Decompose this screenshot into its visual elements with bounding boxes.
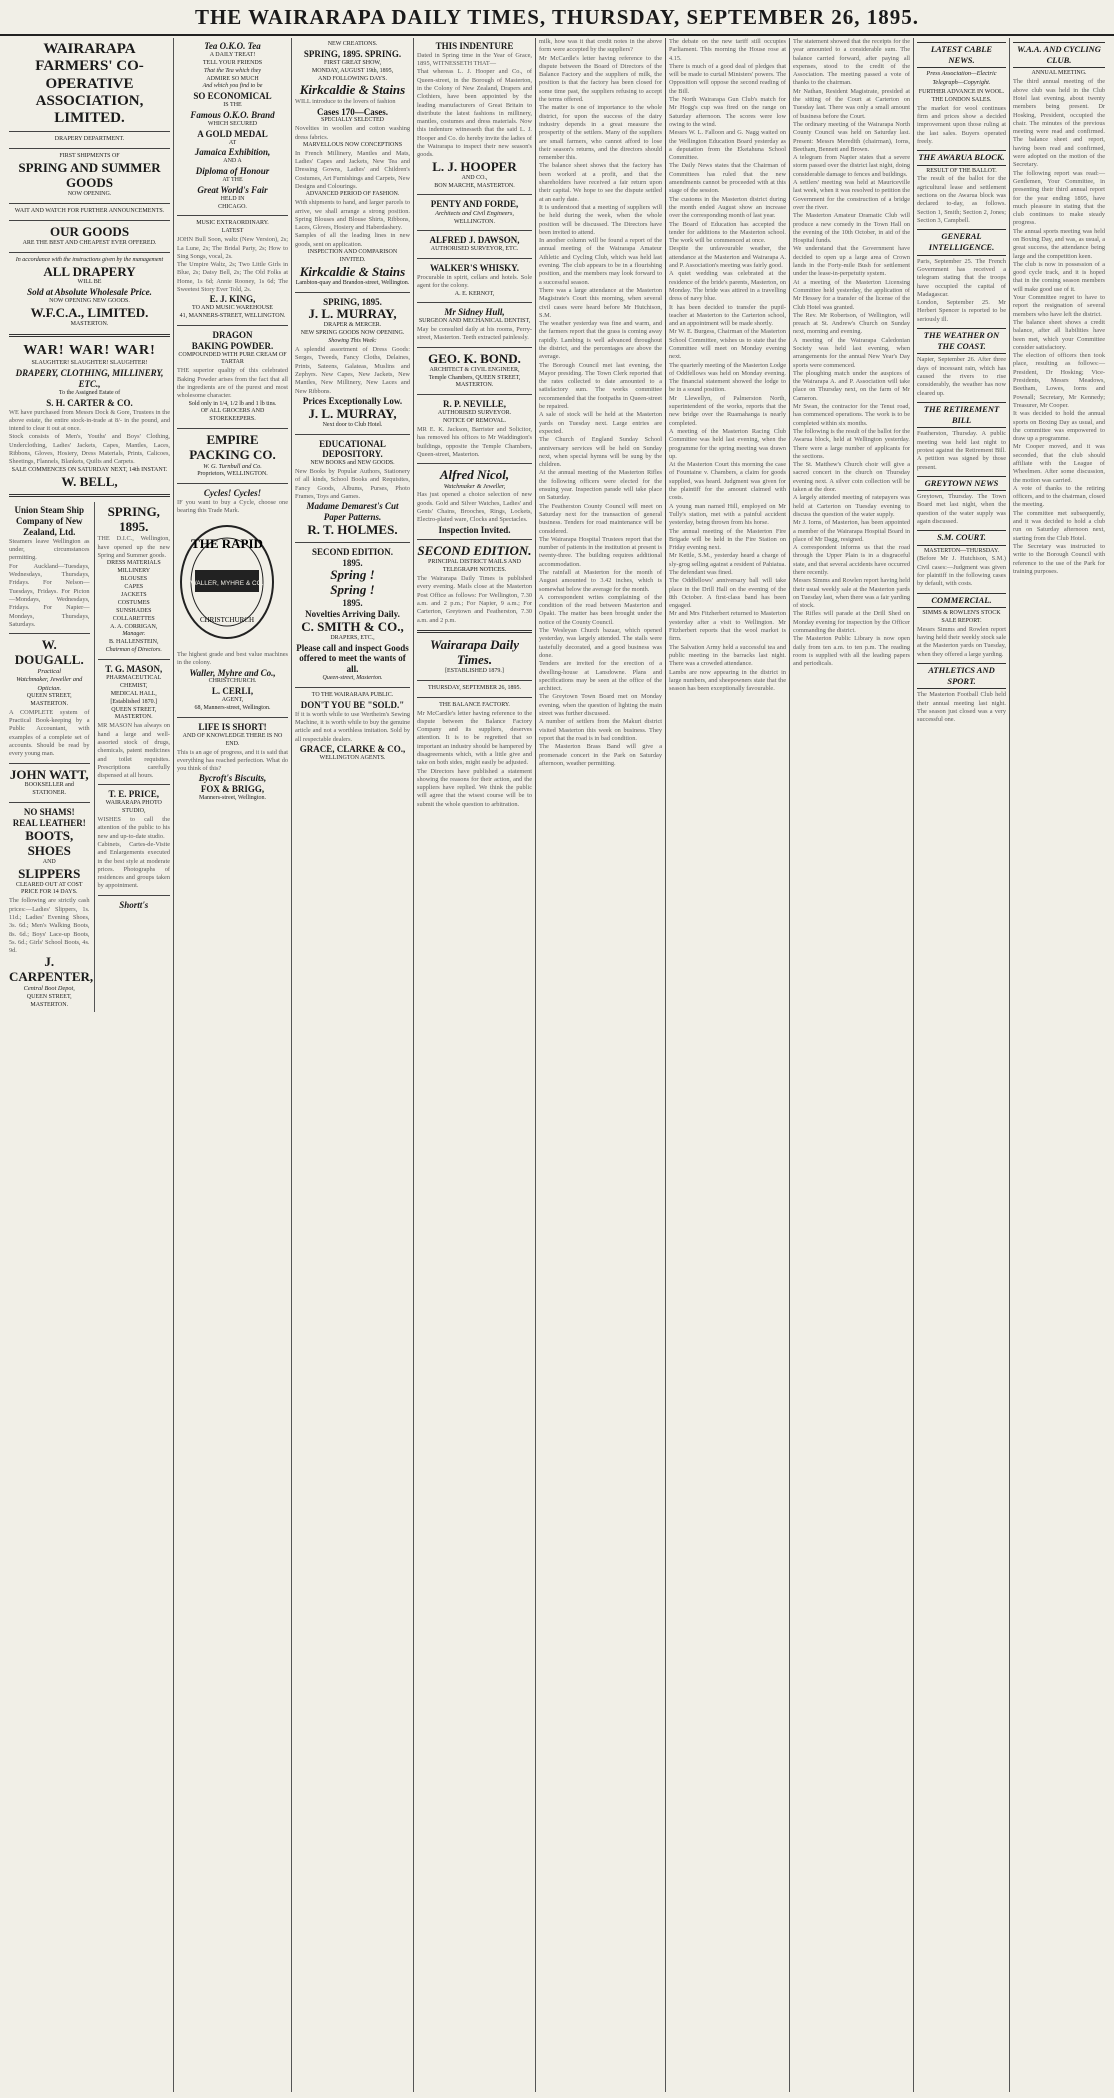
retirement-heading: THE RETIREMENT BILL <box>917 402 1006 428</box>
columns <box>6 38 1108 2092</box>
farmers-wait: WAIT AND WATCH FOR FURTHER ANNOUNCEMENTS. <box>14 207 165 214</box>
club-filler: The third annual meeting of the above club was held in the Club Hotel last evening, about twenty members being present. Dr Hosking, President, occupied the chair. The minutes of the previous meeting were read and confirmed. The balance sheet and report, having been read and confirmed, were adopted on the motion of the Secretary. <box>1013 78 1105 169</box>
weather-heading: THE WEATHER ON THE COAST. <box>917 328 1006 354</box>
times-notice: SECOND EDITION. PRINCIPAL DISTRICT MAILS AND TELEGRAPH NOTICES. The Wairarapa Daily Times is published every evening. Mails close at the Masterton Post Office as follows: For Wellington, 7.30 a.m. and 2 p.m.; For Napier, 9 a.m.; For Carterton, Greytown and Featherston, 7.30 a.m. and 2 p.m. <box>417 543 532 624</box>
dragon-all: OF ALL GROCERS AND STOREKEEPERS. <box>200 408 265 423</box>
kirk-monday: MONDAY, AUGUST 19th, 1895, <box>311 67 394 74</box>
dont-title: DON'T YOU BE "SOLD." <box>300 699 405 710</box>
bond-advert <box>417 352 532 391</box>
kirk-advert: NEW CREATIONS. SPRING, 1895. SPRING. FIRST GREAT SHOW, MONDAY, AUGUST 19th, 1895, AND FOLLOWING DAYS. Kirkcaldie & Stains WILL introduce to the lovers of fashion Cases 170—Cases. SPECIALLY SELECTED Novelties in woollen and cotton washing dress fabrics. MARVELLOUS NOW CONCEPTIONS In French Millinery, Mantles and Mats, Ladies' Capes and Jackets, New Tea and Dressing Gowns, Ladies' and Children's Costumes, Art Furnishings and Carpets, New Designs and Colourings. ADVANCED PERIOD OF FASHION. With shipments to hand, and larger parcels to arrive, we shall arrange a strong position. Spring Blouses and Blouse Shirts, Ribbons, Laces, Gloves, Hosiery and Haberdashery. Samples of all the leading lines in new goods, sent on application. INSPECTION AND COMPARISON INVITED. Kirkcaldie & Stains Lambton-quay and Brandon-street, Wellington. <box>295 41 410 286</box>
boots-queen: QUEEN STREET, MASTERTON. <box>26 993 72 1008</box>
hooper-bon: BON MARCHE, MASTERTON. <box>434 182 515 189</box>
hill-name: Mr Sidney Hull, <box>444 307 505 318</box>
leader-header: Wairarapa Daily Times. [ESTABLISHED 1879.] THURSDAY, SEPTEMBER 26, 1895. THE BALANCE FACTORY. Mr McCardle's letter having reference to the dispute between the Balance Factory Company and its suppliers, deserves attention. It is to be regretted that so important an industry should be hampered by disagreements which, with a little give and take on both sides, might easily be adjusted. The Directors have published a statement showing the reasons for their action, and the suppliers have replied. We think the public will agree that the wisest course will be to submit the whole question to arbitration. <box>417 636 532 808</box>
smith-second: SECOND EDITION. <box>311 546 394 557</box>
smith-name: C. SMITH & CO., <box>301 618 404 634</box>
mason-advert: T. G. MASON, PHARMACEUTICAL CHEMIST, MEDICAL HALL, [Established 1870.] QUEEN STREET, MASTERTON. MR MASON has always on hand a large and well-assorted stock of drugs, chemicals, patent medicines and toilet requisites. Prescriptions carefully dispensed at all hours. <box>97 664 170 780</box>
farmers-spring: SPRING AND SUMMER GOODS <box>18 160 161 190</box>
cable-sub: Press Association—Electric Telegraph—Copyright. <box>926 70 997 86</box>
neville-advert: R. P. NEVILLE, AUTHORISED SURVEYOR. NOTICE OF REMOVAL. MR E. K. Jackson, Barrister and Solicitor, has removed his offices to Mr Waddington's buildings, opposite the Temple Chambers, Queen-street, Masterton. <box>417 399 532 458</box>
dragon-baking: BAKING POWDER. <box>191 340 274 351</box>
music-list: JOHN Bull Soon, waltz (New Version), 2s; La Lune, 2s; The Bridal Party, 2s; How to Sing Songs, vocal, 2s. <box>177 236 288 260</box>
kirk-marvellous: MARVELLOUS NOW CONCEPTIONS <box>302 141 403 148</box>
walker-kernot: A. E. KERNOT, <box>454 290 495 297</box>
penty-advert <box>417 199 532 226</box>
spring-dic-title: SPRING, 1895. <box>107 504 160 535</box>
mason-trade: PHARMACEUTICAL CHEMIST, <box>106 674 162 689</box>
commercial-heading: COMMERCIAL. <box>917 593 1006 608</box>
music-title: MUSIC EXTRAORDINARY. <box>196 220 269 227</box>
boots-slippers: SLIPPERS <box>18 865 81 881</box>
educational-title: EDUCATIONAL DEPOSITORY. <box>319 438 386 460</box>
farmers-our-goods: OUR GOODS <box>49 223 130 239</box>
rapid-logo-text: THE RAPID <box>191 535 263 551</box>
dougall-street: QUEEN STREET, MASTERTON. <box>26 692 72 707</box>
indenture-body: Dated in Spring time in the Year of Grace, 1895, WITNESSETH THAT— <box>417 51 532 68</box>
leader-date: THURSDAY, SEPTEMBER 26, 1895. <box>427 684 522 691</box>
awarua-heading: THE AWARUA BLOCK. <box>917 150 1006 165</box>
cable-filler: The market for wool continues firm and prices show a decided improvement upon those ruling at the last sales. Buyers operated freely. <box>917 104 1006 146</box>
murray-showing: Showing This Week: <box>328 338 377 345</box>
dougall-practical: Practical <box>37 668 61 676</box>
column-6: The debate on the new tariff still occupies Parliament. This morning the House rose at 4.15. There is much of a good deal of pledges that will be made to curtail Ministers' powers. The Opposition will oppose the second reading of the Bill. The North Wairarapa Gun Club's match for Mr Hogg's cup was fired on the range on Saturday afternoon. The scores were low owing to the wind. Messrs W. L. Falloon and G. Nagg waited on the Wellington Education Board yesterday as a deputation from the Eketahuna School Committee. The Daily News states that the Chairman of Committees has ruled that the new amendments cannot be proceeded with at this stage of the session. The customs in the Masterton district during the month ended August show an increase over the corresponding month of last year. The Board of Education has accepted the tender for additions to the Masterton school. The work will be commenced at once. Despite the unfavourable weather, the attendance at the Masterton and Wairarapa A. and P. Association's meeting was fairly good. A quiet wedding was celebrated at the residence of the bride's parents, Masterton, on Monday. The bride was attired in a travelling dress of navy blue. It has been decided to transfer the pupil-teacher at Masterton to the Carterton school, and an appointment will be made shortly. Mr W. E. Burgess, Chairman of the Masterton School Committee, wishes us to state that the Committee will meet on Monday evening next. The quarterly meeting of the Masterton Lodge of Oddfellows was held on Monday evening. The financial statement showed the lodge to be in a sound position. Mr Llewellyn, of Palmerston North, superintendent of the works, reports that the new bridge over the Ruamahanga is nearly completed. A meeting of the Masterton Racing Club Committee was held last evening, when the programme for the spring meeting was drawn up. At the Masterton Court this morning the case of Fountaine v. Chambers, a claim for goods supplied, was heard. Judgment was given for the plaintiff for the amount claimed with costs. A young man named Hill, employed on Mr Tully's station, met with a painful accident yesterday, being thrown from his horse. The annual meeting of the Masterton Fire Brigade will be held in the Fire Station on Friday evening next. Mr Kettle, S.M., yesterday heard a charge of sly-grog selling against a resident of Pahiatua. The defendant was fined. The Oddfellows' anniversary ball will take place in the Drill Hall on the evening of the 8th October. A first-class band has been engaged. Mr and Mrs Fitzherbert returned to Masterton yesterday after a visit to Wellington. Mr Fitzherbert reports that the wool market is firm. The Salvation Army held a successful tea and public meeting in the barracks last night. There was a crowded attendance. Lambs are now appearing in the district in large numbers, and sheepowners state that the season has been exceptionally favourable. <box>666 38 790 2092</box>
boots-depot: Central Boot Depot, <box>23 985 75 993</box>
boots-carpenter: J. CARPENTER, <box>9 954 94 985</box>
educational-newbooks: NEW BOOKS and NEW GOODS. <box>310 460 395 467</box>
column-2 <box>174 38 292 2092</box>
spring-item-0: DRESS MATERIALS <box>106 560 161 567</box>
union-advert <box>9 505 90 629</box>
boots-advert: NO SHAMS! REAL LEATHER! BOOTS, SHOES AND SLIPPERS CLEARED OUT AT COST PRICE FOR 14 DAYS. The following are strictly cash prices:—Ladies' Slippers, 1s. 11d.; Ladies' Evening Shoes, 3s. 6d.; Men's Walking Boots, 8s. 6d.; Boys' Lace-up Boots, 5s. 6d.; Girls' School Boots, 4s. 9d. J. CARPENTER, Central Boot Depot, QUEEN STREET, MASTERTON. <box>9 807 94 1008</box>
general-heading: GENERAL INTELLIGENCE. <box>917 229 1006 255</box>
rapid-trade-mark-icon <box>177 522 277 642</box>
empire-packing: PACKING CO. <box>189 447 276 463</box>
walker-title: WALKER'S WHISKY. <box>429 263 520 274</box>
watt-advert <box>9 768 90 799</box>
smith-drapers: DRAPERS, ETC., <box>330 634 375 641</box>
union-title: Union Steam Ship Company of New Zealand, Ltd. <box>14 505 85 538</box>
war-heading: WAR! WAR! WAR! <box>23 342 156 358</box>
farmers-now-open: NOW OPENING NEW GOODS. <box>49 298 130 305</box>
column-9: W.A.A. AND CYCLING CLUB. ANNUAL MEETING. The third annual meeting of the above club was held in the Club Hotel last evening, about twenty members being present. Dr Hosking, President, occupied the chair. The minutes of the previous meeting were read and confirmed. The balance sheet and report, having been read and confirmed, were adopted on the motion of the Secretary. The following report was read:— Gentlemen, Your Committee, in presenting their third annual report for the year ending 1895, have much pleasure in stating that the club continues to make steady progress. The annual sports meeting was held on Boxing Day, and was, as usual, a great success, the attendance being large and the competition keen. The club is now in possession of a good cycle track, and it is hoped that in the coming season members will make good use of it. Your Committee regret to have to report the resignation of several members who have left the district. The balance sheet shows a credit balance, after all liabilities have been met, which your Committee consider satisfactory. The election of officers then took place, resulting as follows:—President, Dr Hosking; Vice-Presidents, Messrs Meadows, Beetham, Lowes, Iorns and Pownall; Secretary, Mr Kennedy; Treasurer, Mr Cooper. It was decided to hold the annual sports on Boxing Day as usual, and the committee was empowered to draw up a programme. Mr Cooper moved, and it was seconded, that the club should affiliate with the League of Wheelmen. After some discussion, the motion was carried. A vote of thanks to the retiring officers, and to the chairman, closed the meeting. The committee met subsequently, and it was decided to hold a club run on Saturday afternoon next, starting from the Club Hotel. The Secretary was instructed to write to the Borough Council with reference to the use of the Park for training purposes. <box>1013 44 1105 575</box>
farmers-first: FIRST SHIPMENTS OF <box>59 153 120 160</box>
sm-heading: S.M. COURT. <box>917 530 1006 545</box>
waller-logo-text: WALLER, MYHRE & CO. <box>190 579 264 587</box>
farmers-accordance: In accordance with the instructions given by the management <box>15 256 164 263</box>
war-advert <box>9 342 170 490</box>
war-to: To the Assigned Estate of <box>58 389 121 396</box>
spring-item-1: MILLINERY <box>117 568 151 575</box>
cycles-manners: 68, Manners-street, Wellington. <box>194 705 271 712</box>
smith-spring2: Spring ! <box>330 582 375 598</box>
cycles-advert <box>177 488 288 713</box>
leader-estab: [ESTABLISHED 1879.] <box>445 667 504 674</box>
cable-wool: FURTHER ADVANCE IN WOOL. <box>918 89 1005 96</box>
tea-that: That the Tea which they <box>203 67 262 74</box>
cycles-highest: The highest grade and best value machines in the colony. <box>177 651 288 667</box>
price-body: WISHES to call the attention of the public to his new and up-to-date studio. <box>97 816 170 840</box>
indenture-title: THIS INDENTURE <box>435 41 514 51</box>
dont-advert: TO THE WAIRARAPA PUBLIC. DON'T YOU BE "SOLD." If it is worth while to use Wertheim's Sewing Machine, it is worth while to buy the genuine article and not a worthless imitation. Sold by all respectable dealers. GRACE, CLARKE & CO., WELLINGTON AGENTS. <box>295 691 410 761</box>
smith-advert <box>295 547 410 683</box>
war-bell: W. BELL, <box>61 473 118 489</box>
tea-chicago: CHICAGO. <box>218 203 247 210</box>
column-8: LATEST CABLE NEWS. Press Association—Electric Telegraph—Copyright. FURTHER ADVANCE IN WOOL. THE LONDON SALES. The market for wool continues firm and prices show a decided improvement upon those ruling at the last sales. Buyers operated freely. THE AWARUA BLOCK. RESULT OF THE BALLOT. The result of the ballot for the agricultural lease and settlement sections on the Awarua block was declared to-day, as follows. Section 1, Smith; Section 2, Jones; Section 3, Campbell. GENERAL INTELLIGENCE. Paris, September 25. The French Government has received a telegram stating that the troops have occupied the capital of Madagascar. London, September 25. Mr Herbert Spencer is reported to be seriously ill. THE WEATHER ON THE COAST. Napier, September 26. After three days of incessant rain, which has caused the rivers to rise considerably, the weather has now cleared up. THE RETIREMENT BILL Featherston, Thursday. A public meeting was held last night to protest against the Retirement Bill. A petition was signed by those present. GREYTOWN NEWS Greytown, Thursday. The Town Board met last night, when the question of the water supply was again discussed. S.M. COURT. MASTERTON—THURSDAY. (Before Mr J. Hutchison, S.M.) Civil cases:—Judgment was given for plaintiff in the following cases by default, with costs. COMMERCIAL. SIMMS & ROWLEN'S STOCK SALE REPORT. Messrs Simms and Rowlen report having held their weekly stock sale at the Masterton yards on Tuesday, when they offered a large yarding. ATHLETICS AND SPORT. The Masterton Football Club held their annual meeting last night. The season just closed was a very successful one. <box>914 38 1010 2092</box>
tea-jamaica: Jamaica Exhibition, <box>194 147 271 158</box>
bond-temple: Temple Chambers, QUEEN STREET, MASTERTON. <box>428 374 521 389</box>
tea-daily: A DAILY TREAT! <box>209 51 256 58</box>
masthead-title: THE WAIRARAPA DAILY TIMES, THURSDAY, SEPTEMBER 26, 1895. <box>0 0 1114 36</box>
kirk-follow: AND FOLLOWING DAYS. <box>318 75 387 82</box>
music-advert: MUSIC EXTRAORDINARY. LATEST JOHN Bull Soon, waltz (New Version), 2s; La Lune, 2s; The Bridal Party, 2s; How to Sing Songs, vocal, 2s. The Umpire Waltz, 2s; Two Little Girls in Blue, 2s; Daisy Bell, 2s; The Old Folks at Home, 1s 6d; Annie Rooney, 1s 6d; The Sweetest Story Ever Told, 2s. E. J. KING, TO AND MUSIC WAREHOUSE 41, MANNERS-STREET, WELLINGTON. <box>177 220 288 320</box>
boots-and: AND <box>42 858 56 865</box>
murray-name-2: J. L. MURRAY, <box>308 405 397 421</box>
kirk-new: NEW CREATIONS. <box>327 41 378 47</box>
column-3 <box>292 38 414 2092</box>
spring-item-6: SUNSHADES <box>116 607 152 614</box>
price-advert: T. E. PRICE, WAIRARAPA PHOTO STUDIO, WISHES to call the attention of the public to his new and up-to-date studio. Cabinets, Cartes-de-Visite and Enlargements executed in the best style at moderate prices. Photographs of residences and groups taken by appointment. <box>97 789 170 890</box>
tea-title: Tea O.K.O. Tea <box>204 41 261 51</box>
murray-club: Next door to Club Hotel. <box>322 421 383 428</box>
murray-name: J. L. MURRAY, <box>308 306 397 322</box>
empire-advert <box>177 433 288 479</box>
tea-is: IS THE <box>223 102 242 109</box>
life-title: LIFE IS SHORT! <box>198 721 267 732</box>
neville-name: R. P. NEVILLE, <box>443 399 506 410</box>
kirk-novelties: Novelties in woollen and cotton washing dress fabrics. <box>295 125 410 141</box>
smith-year2: 1895. <box>342 598 363 609</box>
kirk-name-2: Kirkcaldie & Stains <box>299 263 406 279</box>
spring-ballenstien: B. HALLENSTEIN, <box>109 639 159 646</box>
club-heading: W.A.A. AND CYCLING CLUB. <box>1013 42 1105 68</box>
tea-held: HELD IN <box>220 195 245 202</box>
union-filler: For Auckland—Tuesdays, Wednesdays, Thursdays, Fridays. For Nelson—Tuesdays, Fridays. For Picton—Mondays, Wednesdays, Fridays. For Napier—Mondays, Thursdays, Saturdays. <box>9 562 90 628</box>
leader-dtimes: Wairarapa Daily Times. <box>430 636 519 667</box>
hill-dentist: SURGEON AND MECHANICAL DENTIST, <box>418 318 531 325</box>
cycles-cerli: L. CERLI, <box>211 686 254 697</box>
spring-item-2: BLOUSES <box>120 576 148 583</box>
music-importer: TO AND MUSIC WAREHOUSE <box>192 305 273 312</box>
dragon-sold: Sold only in 1/4, 1/2 lb and 1 lb tins. <box>188 400 277 407</box>
club-annual: ANNUAL MEETING. <box>1031 70 1087 77</box>
empire-turnbull: W. G. Turnbull and Co. <box>203 463 262 471</box>
boots-leather: REAL LEATHER! <box>12 818 86 829</box>
war-body-extra: Stock consists of Men's, Youths' and Boys' Clothing, Underclothing, Ladies' Jackets, Capes, Mantles, Laces, Ribbons, Gloves, Hosiery, Dress Materials, Prints, Calicoes, Sheetings, Flannels, Blankets, Quilts and Carpets. <box>9 433 170 466</box>
sims-report: SIMMS & ROWLEN'S STOCK SALE REPORT. <box>922 609 1001 624</box>
mason-est: [Established 1870.] <box>110 698 158 705</box>
price-studio: WAIRARAPA PHOTO STUDIO, <box>105 800 162 815</box>
tea-tell: TELL YOUR FRIENDS <box>202 59 263 66</box>
column-7: The statement showed that the receipts for the year amounted to a considerable sum. The balance carried forward, after paying all expenses, stood to the credit of the Association. The meeting passed a vote of thanks to the chairman. Mr Nathan, Resident Magistrate, presided at the sitting of the Court at Carterton on Tuesday last. There was only a small amount of business before the Court. The ordinary meeting of the Wairarapa North County Council was held on Saturday last. Present: Messrs Meredith (chairman), Iorns, Beetham, Bennett and Brown. A telegram from Napier states that a severe storm passed over the district last night, doing considerable damage to fences and buildings. A settlers' meeting was held at Mauriceville last week, when it was resolved to petition the Government for the construction of a bridge over the river. The Masterton Amateur Dramatic Club will produce a new comedy in the Town Hall on the evening of the 10th October, in aid of the Hospital funds. We understand that the Government have decided to open up a large area of Crown lands in the Forty-mile Bush for settlement under the lease-in-perpetuity system. At a meeting of the Masterton Licensing Committee held yesterday, the application of Mr Hessey for a transfer of the license of the Club Hotel was granted. The Rev. Mr Robertson, of Wellington, will preach at St. Andrew's Church on Sunday next, morning and evening. A meeting of the Wairarapa Caledonian Society was held last evening, when arrangements for the annual New Year's Day sports were commenced. The ploughing match under the auspices of the Wairarapa A. and P. Association will take place on Thursday next, on the farm of Mr Cameron. Mr Swan, the contractor for the Tenui road, has commenced operations. The work is to be completed within six months. The following is the result of the ballot for the Awarua block, held at Wellington yesterday. There were a large number of applicants for the sections. The St. Matthew's Church choir will give a sacred concert in the church on Thursday evening next. A silver coin collection will be taken at the door. A largely attended meeting of ratepayers was held at Carterton on Tuesday evening to discuss the question of the water supply. Mr J. Iorns, of Masterton, has been appointed a member of the Wairarapa Hospital Board in place of Mr Dagg, resigned. A correspondent informs us that the road through the Upper Plain is in a disgraceful state, and that several accidents have occurred there recently. Messrs Simms and Rowlen report having held their usual weekly sale at the Masterton yards on Tuesday last, when there was a fair yarding of stock. The Rifles will parade at the Drill Shed on Monday evening for inspection by the Officer commanding the district. The Masterton Public Library is now open daily from ten a.m. to ten p.m. The reading room is supplied with all the leading papers and periodicals. <box>790 38 914 2092</box>
dawson-surveyor: AUTHORISED SURVEYOR, ETC. <box>430 246 519 253</box>
tea-at: AT <box>228 139 237 146</box>
watt-name: JOHN WATT, <box>9 766 89 782</box>
music-address: 41, MANNERS-STREET, WELLINGTON. <box>179 313 286 320</box>
smith-call: Please call and inspect Goods offered to meet the wants of all. <box>296 642 409 675</box>
empire-proprietors: Proprietors, WELLINGTON. <box>197 471 268 478</box>
dragon-compounded: COMPOUNDED WITH PURE CREAM OF TARTAR <box>178 351 287 366</box>
spring-item-5: COSTUMES <box>117 599 150 606</box>
cable-heading: LATEST CABLE NEWS. <box>917 42 1006 68</box>
tea-which: WHICH SECURED <box>207 120 258 127</box>
spring-item-3: CAPES <box>124 583 144 590</box>
mason-street: QUEEN STREET, MASTERTON. <box>111 706 157 721</box>
empire-title: EMPIRE <box>206 432 259 448</box>
column-4 <box>414 38 536 2092</box>
bond-arch: ARCHITECT & CIVIL ENGINEER, <box>429 366 520 373</box>
nicol-name: Alfred Nicol, <box>439 467 510 483</box>
farmers-advert <box>9 41 170 329</box>
kirk-will: WILL introduce to the lovers of fashion <box>295 98 396 106</box>
spring-item-4: JACKETS <box>120 591 147 598</box>
union-body: Steamers leave Wellington as under, circumstances permitting. <box>9 537 90 562</box>
spring-corrigan: A. A. CORRIGAN, <box>110 623 158 630</box>
tea-advert <box>177 41 288 211</box>
life-advert: LIFE IS SHORT! AND OF KNOWLEDGE THERE IS NO END. This is an age of progress, and it is said that everything has reached perfection. What do you think of this? Bycroft's Biscuits, FOX & BRIGG, Manners-street, Wellington. <box>177 721 288 802</box>
column7-lead: The statement showed that the receipts for the year amounted to a considerable sum. The balance carried forward, after paying all expenses, stood to the credit of the Association. The meeting passed a vote of thanks to the chairman. <box>793 38 910 87</box>
greytown-heading: GREYTOWN NEWS <box>917 476 1006 491</box>
nicol-trade: Watchmaker & Jeweller, <box>443 483 506 491</box>
dragon-superior: THE superior quality of this celebrated Baking Powder arises from the fact that all the ingredients are of the purest and most wholesome character. <box>177 367 288 400</box>
dragon-title: DRAGON <box>212 329 253 340</box>
spring-dic-body: THE D.I.C., Wellington, have opened up the new Spring and Summer goods. <box>97 535 170 559</box>
spring-chairman: Chairman of Directors. <box>105 647 162 654</box>
farmers-best: ARE THE BEST AND CHEAPEST EVER OFFERED. <box>22 239 157 246</box>
spring-dic-advert <box>98 505 171 655</box>
tea-gold: A GOLD MEDAL <box>197 128 268 139</box>
indenture-advert: THIS INDENTURE Dated in Spring time in the Year of Grace, 1895, WITNESSETH THAT— That whereas L. J. Hooper and Co., of Queen-street, in the Borough of Masterton, in the Colony of New Zealand, Drapers and Clothiers, have been appointed by the leading manufacturers of Great Britain to distribute the latest fashions in millinery, mantles, costumes and dress materials. Now this indenture witnesseth that the said L. J. Hooper and Co. do hereby invite the ladies of the Wairarapa to inspect their new season's goods. L. J. HOOPER AND CO., BON MARCHE, MASTERTON. <box>417 41 532 189</box>
cycles-title: Cycles! Cycles! <box>203 488 262 499</box>
life-and: AND OF KNOWLEDGE THERE IS NO END. <box>182 732 283 747</box>
spring-item-7: COLLARETTES <box>112 615 155 622</box>
dragon-advert <box>177 330 288 424</box>
tea-great: Great World's Fair <box>197 184 268 195</box>
athletics-heading: ATHLETICS AND SPORT. <box>917 663 1006 689</box>
hill-advert: Mr Sidney Hull, SURGEON AND MECHANICAL DENTIST, May be consulted daily at his rooms, Perry-street, Masterton. Teeth extracted painlessly. <box>417 307 532 342</box>
murray-draper: DRAPER & MERCER. <box>323 322 382 329</box>
price-name: T. E. PRICE, <box>108 789 160 800</box>
farmers-title: WAIRARAPA FARMERS' CO-OPERATIVE ASSOCIATION, LIMITED. <box>35 41 144 126</box>
penty-arch: Architects and Civil Engineers, <box>435 210 514 218</box>
times-telegrams: PRINCIPAL DISTRICT MAILS AND TELEGRAPH NOTICES. <box>428 559 521 574</box>
boots-nosham: NO SHAMS! <box>23 807 75 818</box>
kirk-cases: Cases 170—Cases. <box>317 106 388 117</box>
farmers-masterton: MASTERTON. <box>70 320 109 327</box>
war-drapery: DRAPERY, CLOTHING, MILLINERY, ETC., <box>15 368 164 390</box>
farmers-dept: DRAPERY DEPARTMENT. <box>54 136 125 143</box>
dougall-watchmaker: Watchmaker, Jeweller and Optician. <box>16 676 83 692</box>
educational-advert: EDUCATIONAL DEPOSITORY. NEW BOOKS and NEW GOODS. New Books by Popular Authors, Stationery of all kinds, School Books and Requisites, Fancy Goods, Albums, Purses, Photo Frames, Toys and Games. Madame Demarest's Cut Paper Patterns. R. T. HOLMES. <box>295 438 410 537</box>
mason-name: T. G. MASON, <box>105 664 163 675</box>
christchurch-logo-text: CHRISTCHURCH <box>199 615 255 624</box>
cycles-want: IF you want to buy a Cycle, choose one bearing this Trade Mark. <box>177 499 288 515</box>
penty-name: PENTY AND FORDE, <box>430 199 519 210</box>
dont-grace: GRACE, CLARKE & CO., <box>299 743 406 754</box>
column-5: milk, how was it that credit notes in the above form were accepted by the suppliers? Mr McCardle's letter having reference to the dispute between the Board of Directors of the Balance Factory and the suppliers of milk, the position is that the factory has been closed for some time past, the suppliers refusing to accept the terms offered. The matter is one of importance to the whole district, for upon the success of the dairy industry depends in a great measure the prosperity of the settlers. Many of the suppliers are small farmers, who cannot afford to lose their season's returns, and the directors should remember this. The balance sheet shows that the factory has been worked at a profit, and that the shareholders have received a fair return upon their capital. We hope to see the dispute settled at an early date. It is understood that a meeting of suppliers will be held during the week, when the whole position will be discussed. The Directors have been invited to attend. In another column will be found a report of the annual meeting of the Wairarapa Amateur Athletic and Cycling Club, which was held last evening. The club appears to be in a flourishing position, and the members may look forward to a successful season. There was a large attendance at the Masterton Magistrate's Court this morning, when several civil cases were heard before Mr Hutchison, S.M. The weather yesterday was fine and warm, and the farmers report that the grass is coming away rapidly. Lambing is well advanced throughout the district, and the percentages are above the average. The Borough Council met last evening, the Mayor presiding. The Town Clerk reported that the rates collected to date amounted to a satisfactory sum. The works committee recommended that the footpaths in Queen-street be repaired. A sale of stock will be held at the Masterton yards on Tuesday next. Large entries are expected. The Church of England Sunday School anniversary services will be held on Sunday next, when special hymns will be sung by the children. At the annual meeting of the Masterton Rifles the following officers were elected for the ensuing year. Inspection parade will take place on Saturday. The Featherston County Council will meet on Saturday next for the transaction of general business. Tenders for road maintenance will be considered. The Wairarapa Hospital Trustees report that the number of patients in the institution at present is twenty-three. The building requires additional accommodation. The rainfall at Masterton for the month of August amounted to 3.42 inches, which is somewhat below the average for the month. A correspondent writes complaining of the condition of the road between Masterton and Opaki. The matter has been brought under the notice of the County Council. The Wesleyan Church bazaar, which opened yesterday, was largely attended. The stalls were tastefully decorated, and a good business was done. Tenders are invited for the erection of a dwelling-house at Lansdowne. Plans and specifications may be seen at the office of the architect. The Greytown Town Board met on Monday evening, when the question of lighting the main street was further discussed. A number of settlers from the Makuri district visited Masterton this week on business. They report that the road is in bad condition. The Masterton Brass Band will give a promenade concert in the Park on Saturday afternoon, weather permitting. <box>536 38 666 2092</box>
article-continuation-1: milk, how was it that credit notes in the above form were accepted by the suppliers? <box>539 38 662 54</box>
educational-holmes: R. T. HOLMES. <box>307 521 398 537</box>
nicol-advert: Alfred Nicol, Watchmaker & Jeweller, Has just opened a choice selection of new goods. Gold and Silver Watches, Ladies' and Gents' Chains, Brooches, Rings, Lockets, Electro-plated ware, Clocks and Spectacles. Inspection Invited. <box>417 467 532 535</box>
column-1 <box>6 38 174 2092</box>
spring-manager: Manager. <box>122 631 146 638</box>
kirk-name: Kirkcaldie & Stains <box>299 82 406 98</box>
farmers-wfca: W.F.C.A., LIMITED. <box>30 305 149 321</box>
smith-novelties: Novelties Arriving Daily. <box>305 609 400 620</box>
hooper-name: L. J. HOOPER <box>432 158 517 174</box>
farmers-sold: Sold at Absolute Wholesale Price. <box>27 287 152 298</box>
kirk-lambton: Lambton-quay and Brandon-street, Wellington. <box>295 279 410 286</box>
tea-at2: AT THE <box>222 176 243 183</box>
mason-hall: MEDICAL HALL, <box>110 690 157 697</box>
cycles-chch: CHRISTCHURCH. <box>208 678 257 685</box>
smith-queen: Queen-street, Masterton. <box>322 675 383 682</box>
tea-econ: SO ECONOMICAL <box>193 91 272 102</box>
music-latest: LATEST <box>221 228 244 235</box>
dougall-name: W. DOUGALL. <box>14 637 84 668</box>
dougall-advert: W. DOUGALL. Practical Watchmaker, Jeweller and Optician. QUEEN STREET, MASTERTON. A COMPLETE system of Practical Book-keeping by a Public Accountant, with examples of a complete set of accounts. Should be read by every young man. <box>9 637 90 758</box>
smith-year: 1895. <box>342 557 363 568</box>
murray-spring: SPRING, 1895. <box>323 296 382 307</box>
kirk-advanced: ADVANCED PERIOD OF FASHION. <box>305 191 400 198</box>
debates-lead: The debate on the new tariff still occupies Parliament. This morning the House rose at 4.15. <box>669 38 786 62</box>
farmers-now: NOW OPENING. <box>67 190 112 197</box>
smith-spring1: Spring ! <box>330 567 375 583</box>
music-king: E. J. KING, <box>209 294 256 305</box>
leader-balance: THE BALANCE FACTORY. <box>439 701 510 708</box>
farmers-all-drapery: ALL DRAPERY <box>43 263 136 279</box>
war-sale: SALE COMMENCES ON SATURDAY NEXT, 14th INSTANT. <box>11 466 168 473</box>
kirk-first: FIRST GREAT SHOW, <box>323 59 382 66</box>
cycles-agent: AGENT, <box>221 697 244 704</box>
nicol-inspection: Inspection Invited. <box>438 524 511 535</box>
educational-demarest: Madame Demarest's Cut Paper Patterns. <box>306 501 399 523</box>
times-second: SECOND EDITION. <box>417 543 532 559</box>
tea-famous: Famous O.K.O. Brand <box>190 110 275 121</box>
cycles-wm: Waller, Myhre and Co., <box>189 667 276 678</box>
bond-name: GEO. K. BOND. <box>428 350 521 366</box>
tea-and: And which you find to be <box>202 83 263 90</box>
penty-wellington: WELLINGTON. <box>453 218 496 225</box>
boots-cleared: CLEARED OUT AT COST PRICE FOR 14 DAYS. <box>15 881 83 896</box>
watt-trade: BOOKSELLER and STATIONER. <box>24 782 74 797</box>
neville-authorised: AUTHORISED SURVEYOR. <box>437 410 512 417</box>
walker-advert: WALKER'S WHISKY. Procurable in spirit, cellars and hotels. Sole agent for the colony. A. E. KERNOT, <box>417 263 532 297</box>
awarua-ballot: RESULT OF THE BALLOT. <box>926 167 997 174</box>
murray-newspring: NEW SPRING GOODS NOW OPENING. <box>300 330 405 337</box>
cable-london: THE LONDON SALES. <box>931 96 992 103</box>
kirk-specially: SPECIALLY SELECTED <box>320 117 384 124</box>
kirk-spring: SPRING, 1895. SPRING. <box>303 48 402 59</box>
farmers-will-be: WILL BE <box>77 279 102 286</box>
boots-boots: BOOTS, SHOES <box>25 827 74 858</box>
hooper-co: AND CO., <box>461 174 488 181</box>
life-fox: FOX & BRIGG, <box>200 784 265 795</box>
dawson-name: ALFRED J. DAWSON, <box>429 235 520 246</box>
war-carter: S. H. CARTER & CO. <box>46 397 133 408</box>
war-slaughter: SLAUGHTER! SLAUGHTER! SLAUGHTER! <box>31 360 148 367</box>
war-body: WE have purchased from Messrs Dock & Gore, Trustees in the above estate, the entire stock-in-trade at 8/- in the pound, and intend to clear it out at once. <box>9 408 170 433</box>
sm-masterton: MASTERTON—THURSDAY. <box>923 547 1000 554</box>
article-body-1: Mr McCardle's letter having reference to the dispute between the Board of Directors of the Balance Factory and the suppliers of milk, the position is that the factory has been closed for some time past, the suppliers refusing to accept the terms offered. <box>539 54 662 104</box>
dawson-advert <box>417 235 532 254</box>
tea-and2: AND A <box>223 158 242 165</box>
murray-advert: SPRING, 1895. J. L. MURRAY, DRAPER & MERCER. NEW SPRING GOODS NOW OPENING. Showing This Week: A splendid assortment of Dress Goods: Serges, Tweeds, Fancy Cloths, Delaines, Prints, Sateens, Galateas, Muslins and Zephyrs. New Capes, New Jackets, New Mantles, New Millinery, New Laces and New Ribbons. Prices Exceptionally Low. J. L. MURRAY, Next door to Club Hotel. <box>295 296 410 428</box>
dont-grace-agents: WELLINGTON AGENTS. <box>319 754 386 761</box>
shortts-ad: Shortt's <box>119 899 149 910</box>
murray-prices: Prices Exceptionally Low. <box>302 395 403 406</box>
life-bycroft: Bycroft's Biscuits, <box>198 773 267 784</box>
life-fox-addr: Manners-street, Wellington. <box>199 795 266 802</box>
neville-notice: NOTICE OF REMOVAL. <box>442 418 507 425</box>
tea-diploma: Diploma of Honour <box>195 166 270 177</box>
tea-admire: ADMIRE SO MUCH <box>206 75 259 82</box>
